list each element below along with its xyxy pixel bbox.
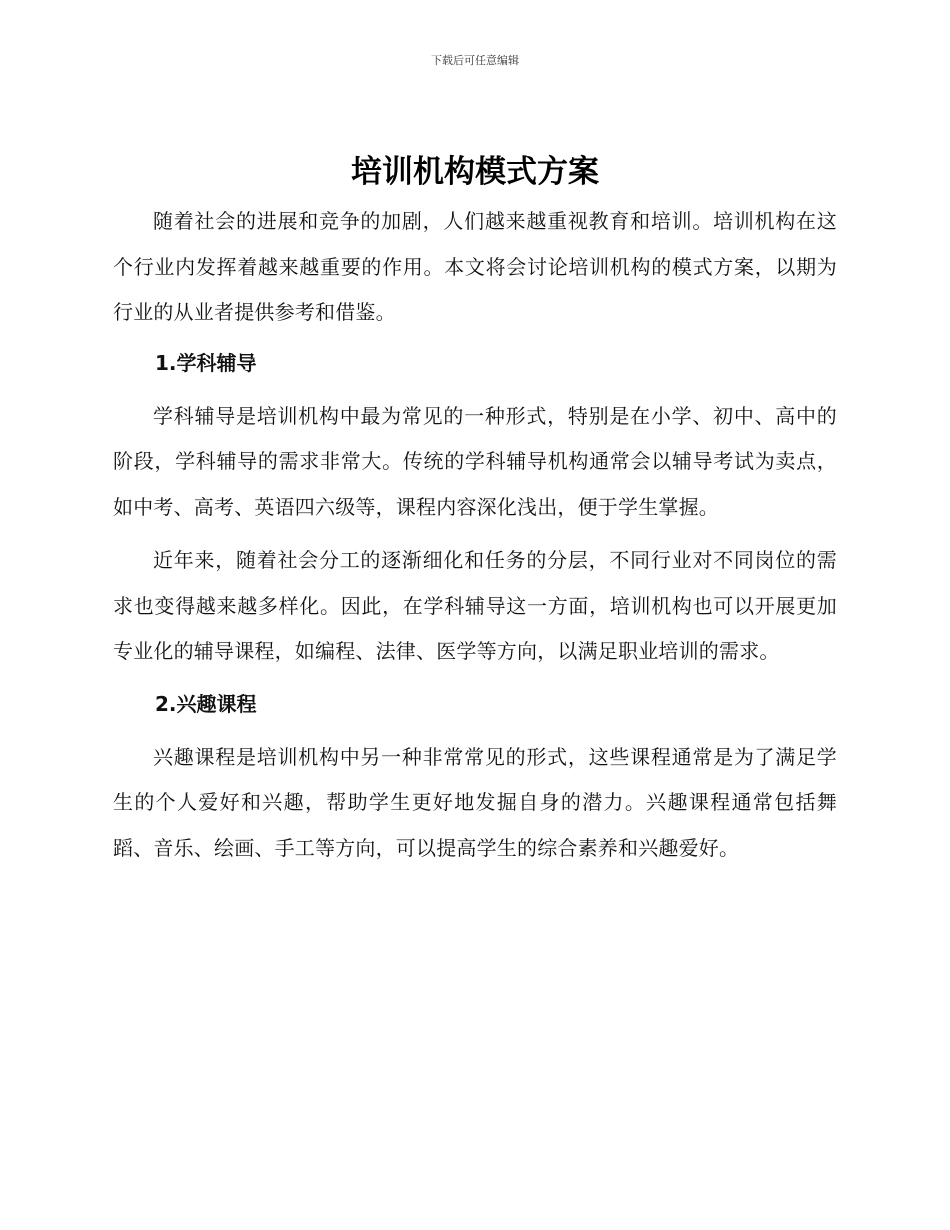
intro-paragraph: 随着社会的进展和竞争的加剧，人们越来越重视教育和培训。培训机构在这个行业内发挥着越来越重要的作用。本文将会讨论培训机构的模式方案，以期为行业的从业者提供参考和借鉴。 [113,209,837,324]
document-body [113,150,837,871]
section-heading-interest-courses: 2.兴趣课程 [155,691,257,716]
paragraph-interest-courses-1: 兴趣课程是培训机构中另一种非常常见的形式，这些课程通常是为了满足学生的个人爱好和兴趣，帮助学生更好地发掘自身的潜力。兴趣课程通常包括舞蹈、音乐、绘画、手工等方向，可以提高学生的综合素养和兴趣爱好。 [113,744,837,860]
section-heading-subject-tutoring: 1.学科辅导 [155,350,257,375]
document-title: 培训机构模式方案 [351,154,599,190]
paragraph-subject-tutoring-2: 近年来，随着社会分工的逐渐细化和任务的分层，不同行业对不同岗位的需求也变得越来越多样化。因此，在学科辅导这一方面，培训机构也可以开展更加专业化的辅导课程，如编程、法律、医学等方向，以满足职业培训的需求。 [113,548,837,663]
page-header-note: 下载后可任意编辑 [431,54,519,67]
paragraph-subject-tutoring-1: 学科辅导是培训机构中最为常见的一种形式，特别是在小学、初中、高中的阶段，学科辅导的需求非常大。传统的学科辅导机构通常会以辅导考试为卖点，如中考、高考、英语四六级等，课程内容深化浅出，便于学生掌握。 [113,403,837,519]
